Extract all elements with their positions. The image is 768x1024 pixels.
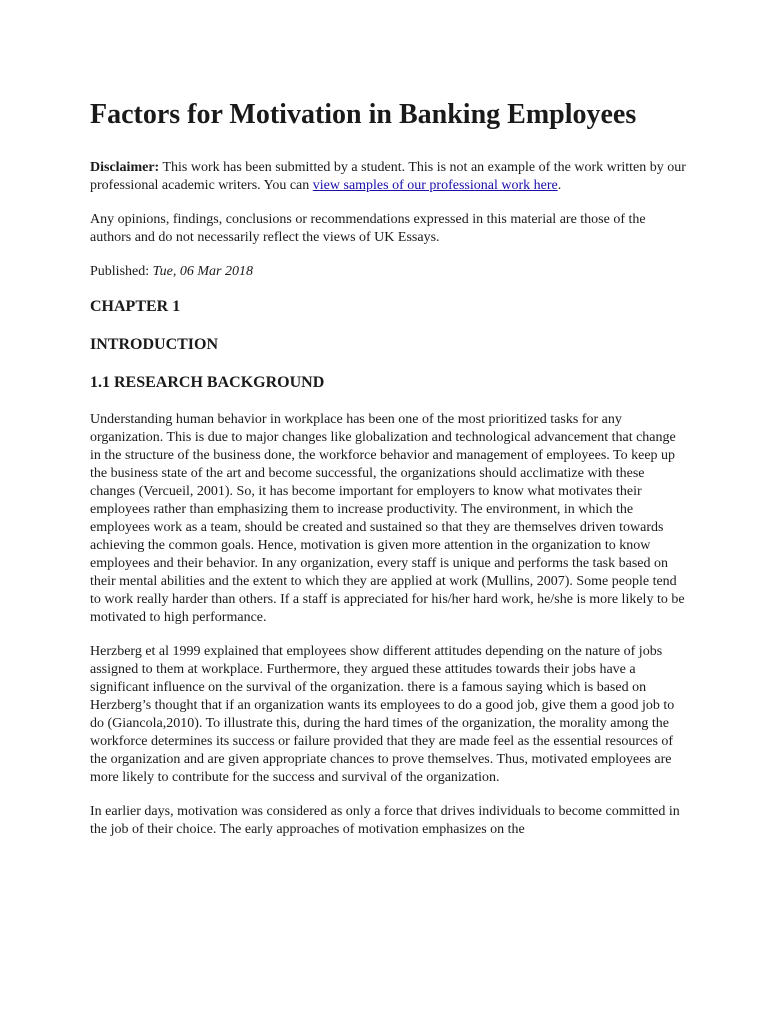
document-page bbox=[90, 97, 690, 855]
published-line bbox=[90, 263, 690, 281]
disclaimer-label: Disclaimer: bbox=[90, 160, 160, 175]
view-samples-link[interactable]: view samples of our professional work here bbox=[312, 178, 558, 193]
chapter-heading: CHAPTER 1 bbox=[90, 298, 181, 315]
introduction-heading: INTRODUCTION bbox=[90, 336, 219, 353]
published-label: Published: bbox=[90, 264, 150, 279]
section-heading: 1.1 RESEARCH BACKGROUND bbox=[90, 374, 325, 391]
disclaimer-paragraph bbox=[90, 159, 690, 195]
opinions-paragraph: Any opinions, findings, conclusions or recommendations expressed in this material are those of the authors and do not necessarily reflect the views of UK Essays. bbox=[90, 212, 646, 245]
body-paragraph-2: Herzberg et al 1999 explained that employees show different attitudes depending on the nature of jobs assigned to them at workplace. Furthermore, they argued these attitudes towards their jobs have a significant influence on the survival of the organization. there is a famous saying which is based on Herzberg’s thought that if an organization wants its employees to do a good job, give them a good job to do (Giancola,2010). To illustrate this, during the hard times of the organization, the morality among the workforce determines its success or failure provided that they are made feel as the essential resources of the organization and are given appropriate chances to prove themselves. Thus, motivated employees are more likely to contribute for the success and survival of the organization. bbox=[90, 644, 675, 785]
body-paragraph-1: Understanding human behavior in workplace has been one of the most prioritized tasks for any organization. This is due to major changes like globalization and technological advancement that change in the structure of the business done, the workforce behavior and management of employees. To keep up the business state of the art and become successful, the organizations should acclimatize with these changes (Vercueil, 2001). So, it has become important for employers to know what motivates their employees rather than emphasizing them to increase productivity. The environment, in which the employees work as a team, should be created and sustained so that they are themselves driven towards achieving the common goals. Hence, motivation is given more attention in the organization to know employees and their behavior. In any organization, every staff is unique and performs the task based on their mental abilities and the extent to which they are applied at work (Mullins, 2007). Some people tend to work really harder than others. If a staff is appreciated for his/her hard work, he/she is more likely to be motivated to high performance. bbox=[90, 412, 685, 625]
disclaimer-end: . bbox=[557, 178, 562, 193]
published-date: Tue, 06 Mar 2018 bbox=[152, 264, 253, 279]
page-title: Factors for Motivation in Banking Employees bbox=[90, 99, 637, 130]
body-paragraph-3: In earlier days, motivation was considered as only a force that drives individuals to become committed in the job of their choice. The early approaches of motivation emphasizes on the bbox=[90, 804, 680, 837]
disclaimer-text: This work has been submitted by a student. This is not an example of the work written by our professional academic writers. You can bbox=[90, 160, 686, 193]
